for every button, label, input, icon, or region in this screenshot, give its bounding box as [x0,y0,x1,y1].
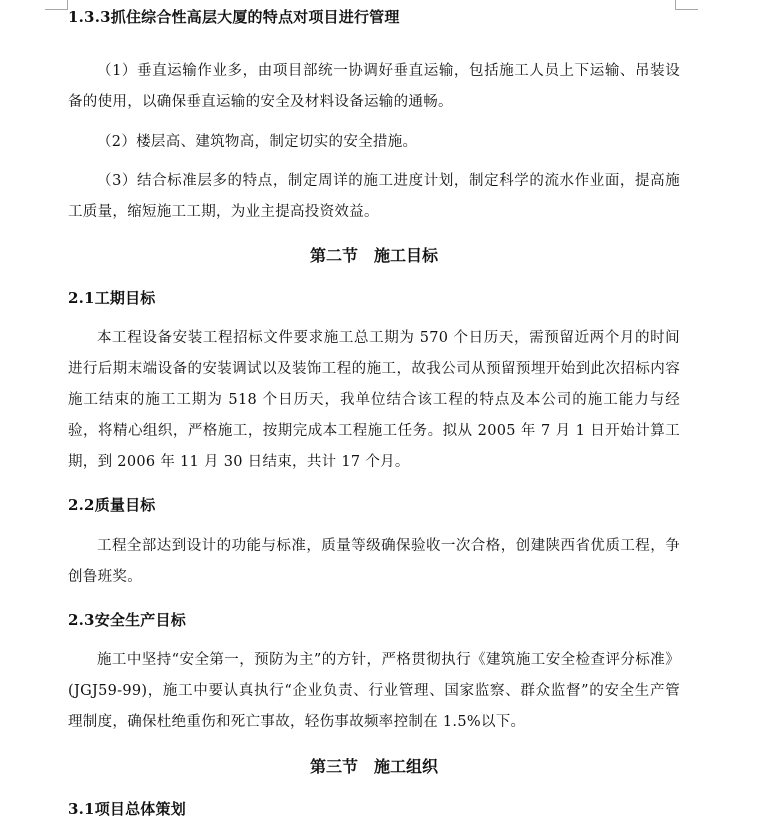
heading-1-3-3: 1.3.3抓住综合性高层大厦的特点对项目进行管理 [68,8,400,26]
heading-2-2: 2.2质量目标 [68,496,156,514]
paragraph-2-3: 施工中坚持“安全第一，预防为主”的方针，严格贯彻执行《建筑施工安全检查评分标准》(JGJ59-99)，施工中要认真执行“企业负责、行业管理、国家监察、群众监督”的安全生产管理制度，确保杜绝重伤和死亡事故，轻伤事故频率控制在 1.5%以下。 [68,652,680,730]
section-title-3: 第三节 施工组织 [309,757,438,776]
paragraph-2-2: 工程全部达到设计的功能与标准，质量等级确保验收一次合格，创建陕西省优质工程，争创鲁班奖。 [68,538,680,585]
paragraph-item-2: （2）楼层高、建筑物高，制定切实的安全措施。 [97,134,418,150]
paragraph-item-3: （3）结合标准层多的特点，制定周详的施工进度计划，制定科学的流水作业面，提高施工质量，缩短施工工期，为业主提高投资效益。 [68,173,680,220]
paragraph-2-1: 本工程设备安装工程招标文件要求施工总工期为 570 个日历天，需预留近两个月的时间进行后期末端设备的安装调试以及装饰工程的施工，故我公司从预留预埋开始到此次招标内容施工结束的施工工期为 518 个日历天，我单位结合该工程的特点及本公司的施工能力与经验，将精心组织，严格施工，按期完成本工程施工任务。拟从 2005 年 7 月 1 日开始计算工期，到 2006 年 11 月 30 日结束，共计 17 个月。 [68,330,680,470]
section-title-2: 第二节 施工目标 [309,246,438,265]
paragraph-item-1: （1）垂直运输作业多，由项目部统一协调好垂直运输，包括施工人员上下运输、吊装设备的使用，以确保垂直运输的安全及材料设备运输的通畅。 [68,63,680,110]
heading-2-1: 2.1工期目标 [68,289,156,307]
margin-corner-mark-left [45,0,68,10]
heading-3-1: 3.1项目总体策划 [68,800,186,818]
heading-2-3: 2.3安全生产目标 [68,611,186,629]
margin-corner-mark-right [675,0,698,10]
